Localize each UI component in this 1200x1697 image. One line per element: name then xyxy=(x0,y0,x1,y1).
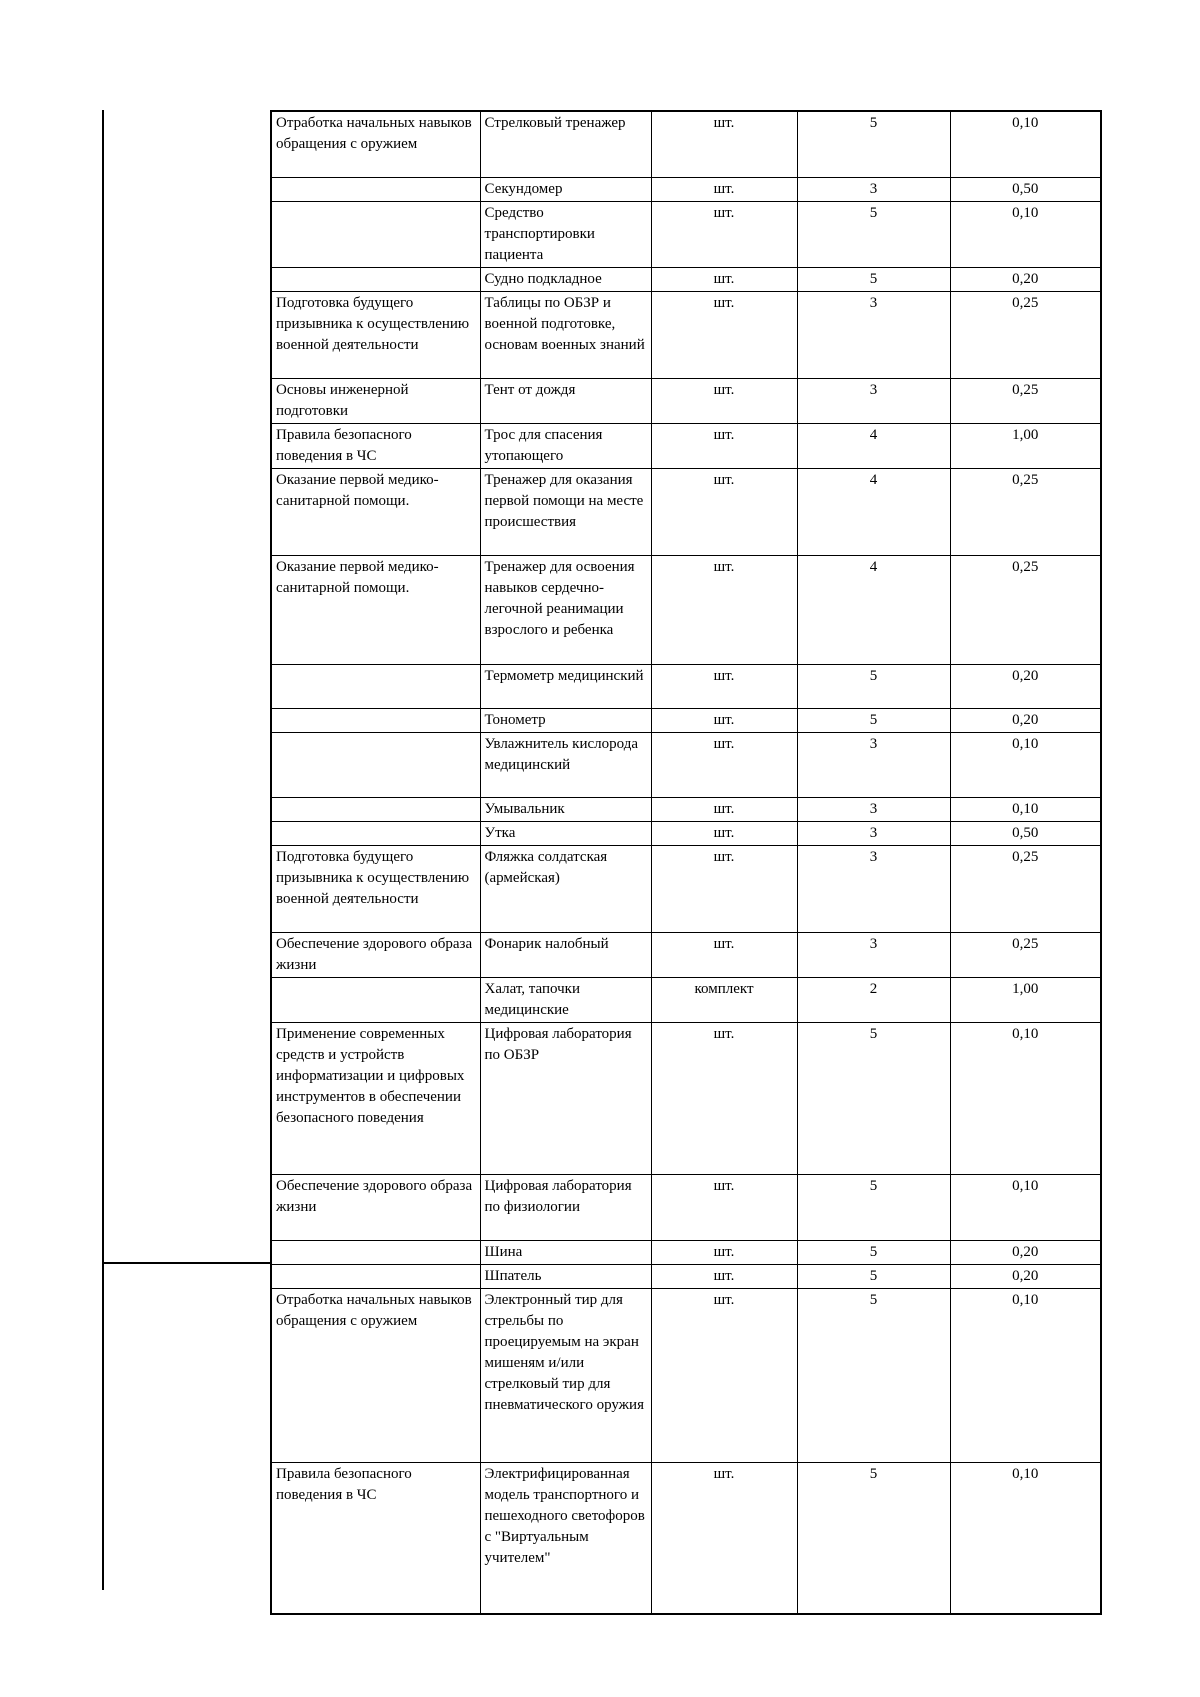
quantity-cell: 5 xyxy=(797,1174,950,1240)
coefficient-cell: 0,10 xyxy=(950,201,1101,267)
table-row xyxy=(271,291,1101,378)
coefficient-cell: 0,20 xyxy=(950,664,1101,708)
table-row xyxy=(271,1240,1101,1264)
table-row xyxy=(271,821,1101,845)
item-name-cell: Тент от дождя xyxy=(480,378,651,423)
item-name-cell: Термометр медицинский xyxy=(480,664,651,708)
table-row xyxy=(271,111,1101,177)
topic-cell xyxy=(271,1264,480,1288)
unit-cell: комплект xyxy=(651,977,797,1022)
unit-cell: шт. xyxy=(651,201,797,267)
item-name-cell: Электрифицированная модель транспортного и пешеходного светофоров с "Виртуальным учителем" xyxy=(480,1462,651,1614)
unit-cell: шт. xyxy=(651,845,797,932)
topic-cell: Обеспечение здорового образа жизни xyxy=(271,1174,480,1240)
unit-cell: шт. xyxy=(651,932,797,977)
topic-cell xyxy=(271,797,480,821)
outer-table-left-border xyxy=(102,110,104,1590)
table-row xyxy=(271,845,1101,932)
table-row xyxy=(271,468,1101,555)
item-name-cell: Увлажнитель кислорода медицинский xyxy=(480,732,651,797)
coefficient-cell: 0,10 xyxy=(950,1022,1101,1174)
coefficient-cell: 0,20 xyxy=(950,267,1101,291)
item-name-cell: Стрелковый тренажер xyxy=(480,111,651,177)
equipment-table-body xyxy=(271,111,1101,1614)
table-row xyxy=(271,177,1101,201)
coefficient-cell: 0,50 xyxy=(950,177,1101,201)
item-name-cell: Умывальник xyxy=(480,797,651,821)
quantity-cell: 3 xyxy=(797,732,950,797)
coefficient-cell: 0,50 xyxy=(950,821,1101,845)
coefficient-cell: 0,25 xyxy=(950,468,1101,555)
quantity-cell: 5 xyxy=(797,1462,950,1614)
quantity-cell: 5 xyxy=(797,267,950,291)
table-row xyxy=(271,1264,1101,1288)
table-row xyxy=(271,732,1101,797)
topic-cell xyxy=(271,732,480,797)
item-name-cell: Фляжка солдатская (армейская) xyxy=(480,845,651,932)
topic-cell: Подготовка будущего призывника к осуществлению военной деятельности xyxy=(271,845,480,932)
topic-cell xyxy=(271,821,480,845)
topic-cell: Отработка начальных навыков обращения с оружием xyxy=(271,1288,480,1462)
topic-cell xyxy=(271,267,480,291)
unit-cell: шт. xyxy=(651,664,797,708)
unit-cell: шт. xyxy=(651,1022,797,1174)
topic-cell: Правила безопасного поведения в ЧС xyxy=(271,1462,480,1614)
quantity-cell: 3 xyxy=(797,821,950,845)
topic-cell: Подготовка будущего призывника к осуществлению военной деятельности xyxy=(271,291,480,378)
topic-cell xyxy=(271,977,480,1022)
unit-cell: шт. xyxy=(651,1240,797,1264)
coefficient-cell: 0,10 xyxy=(950,1462,1101,1614)
table-row xyxy=(271,797,1101,821)
quantity-cell: 5 xyxy=(797,1288,950,1462)
outer-table-row-separator xyxy=(102,1262,270,1264)
item-name-cell: Шина xyxy=(480,1240,651,1264)
quantity-cell: 5 xyxy=(797,1240,950,1264)
topic-cell: Обеспечение здорового образа жизни xyxy=(271,932,480,977)
equipment-table xyxy=(270,110,1102,1615)
topic-cell xyxy=(271,1240,480,1264)
coefficient-cell: 0,25 xyxy=(950,932,1101,977)
coefficient-cell: 0,10 xyxy=(950,111,1101,177)
unit-cell: шт. xyxy=(651,267,797,291)
item-name-cell: Судно подкладное xyxy=(480,267,651,291)
table-row xyxy=(271,708,1101,732)
unit-cell: шт. xyxy=(651,423,797,468)
quantity-cell: 5 xyxy=(797,1022,950,1174)
table-row xyxy=(271,267,1101,291)
item-name-cell: Цифровая лаборатория по ОБЗР xyxy=(480,1022,651,1174)
coefficient-cell: 0,25 xyxy=(950,555,1101,664)
item-name-cell: Трос для спасения утопающего xyxy=(480,423,651,468)
unit-cell: шт. xyxy=(651,468,797,555)
topic-cell: Оказание первой медико-санитарной помощи. xyxy=(271,468,480,555)
coefficient-cell: 0,20 xyxy=(950,708,1101,732)
topic-cell: Оказание первой медико-санитарной помощи. xyxy=(271,555,480,664)
topic-cell: Основы инженерной подготовки xyxy=(271,378,480,423)
quantity-cell: 3 xyxy=(797,797,950,821)
quantity-cell: 2 xyxy=(797,977,950,1022)
coefficient-cell: 0,10 xyxy=(950,1288,1101,1462)
topic-cell xyxy=(271,708,480,732)
unit-cell: шт. xyxy=(651,708,797,732)
item-name-cell: Шпатель xyxy=(480,1264,651,1288)
quantity-cell: 5 xyxy=(797,111,950,177)
table-row xyxy=(271,977,1101,1022)
item-name-cell: Таблицы по ОБЗР и военной подготовке, основам военных знаний xyxy=(480,291,651,378)
item-name-cell: Тонометр xyxy=(480,708,651,732)
table-row xyxy=(271,423,1101,468)
unit-cell: шт. xyxy=(651,1264,797,1288)
unit-cell: шт. xyxy=(651,821,797,845)
unit-cell: шт. xyxy=(651,732,797,797)
coefficient-cell: 1,00 xyxy=(950,423,1101,468)
coefficient-cell: 0,25 xyxy=(950,845,1101,932)
quantity-cell: 5 xyxy=(797,1264,950,1288)
topic-cell: Правила безопасного поведения в ЧС xyxy=(271,423,480,468)
table-row xyxy=(271,1288,1101,1462)
table-row xyxy=(271,1022,1101,1174)
coefficient-cell: 0,10 xyxy=(950,1174,1101,1240)
quantity-cell: 3 xyxy=(797,932,950,977)
quantity-cell: 3 xyxy=(797,378,950,423)
quantity-cell: 5 xyxy=(797,708,950,732)
coefficient-cell: 0,25 xyxy=(950,291,1101,378)
table-row xyxy=(271,932,1101,977)
unit-cell: шт. xyxy=(651,555,797,664)
unit-cell: шт. xyxy=(651,797,797,821)
table-row xyxy=(271,378,1101,423)
table-row xyxy=(271,664,1101,708)
quantity-cell: 4 xyxy=(797,555,950,664)
quantity-cell: 3 xyxy=(797,845,950,932)
quantity-cell: 5 xyxy=(797,201,950,267)
quantity-cell: 5 xyxy=(797,664,950,708)
coefficient-cell: 0,20 xyxy=(950,1240,1101,1264)
unit-cell: шт. xyxy=(651,1288,797,1462)
coefficient-cell: 0,10 xyxy=(950,797,1101,821)
quantity-cell: 3 xyxy=(797,177,950,201)
table-row xyxy=(271,201,1101,267)
unit-cell: шт. xyxy=(651,1462,797,1614)
unit-cell: шт. xyxy=(651,378,797,423)
coefficient-cell: 0,10 xyxy=(950,732,1101,797)
topic-cell: Отработка начальных навыков обращения с оружием xyxy=(271,111,480,177)
item-name-cell: Тренажер для освоения навыков сердечно-легочной реанимации взрослого и ребенка xyxy=(480,555,651,664)
topic-cell: Применение современных средств и устройств информатизации и цифровых инструментов в обеспечении безопасного поведения xyxy=(271,1022,480,1174)
table-row xyxy=(271,1174,1101,1240)
unit-cell: шт. xyxy=(651,111,797,177)
unit-cell: шт. xyxy=(651,1174,797,1240)
item-name-cell: Утка xyxy=(480,821,651,845)
item-name-cell: Электронный тир для стрельбы по проецируемым на экран мишеням и/или стрелковый тир для пневматического оружия xyxy=(480,1288,651,1462)
unit-cell: шт. xyxy=(651,177,797,201)
item-name-cell: Фонарик налобный xyxy=(480,932,651,977)
coefficient-cell: 0,20 xyxy=(950,1264,1101,1288)
coefficient-cell: 0,25 xyxy=(950,378,1101,423)
quantity-cell: 4 xyxy=(797,423,950,468)
table-row xyxy=(271,555,1101,664)
item-name-cell: Тренажер для оказания первой помощи на месте происшествия xyxy=(480,468,651,555)
item-name-cell: Цифровая лаборатория по физиологии xyxy=(480,1174,651,1240)
item-name-cell: Средство транспортировки пациента xyxy=(480,201,651,267)
table-row xyxy=(271,1462,1101,1614)
quantity-cell: 4 xyxy=(797,468,950,555)
topic-cell xyxy=(271,201,480,267)
item-name-cell: Секундомер xyxy=(480,177,651,201)
quantity-cell: 3 xyxy=(797,291,950,378)
topic-cell xyxy=(271,664,480,708)
coefficient-cell: 1,00 xyxy=(950,977,1101,1022)
item-name-cell: Халат, тапочки медицинские xyxy=(480,977,651,1022)
topic-cell xyxy=(271,177,480,201)
unit-cell: шт. xyxy=(651,291,797,378)
